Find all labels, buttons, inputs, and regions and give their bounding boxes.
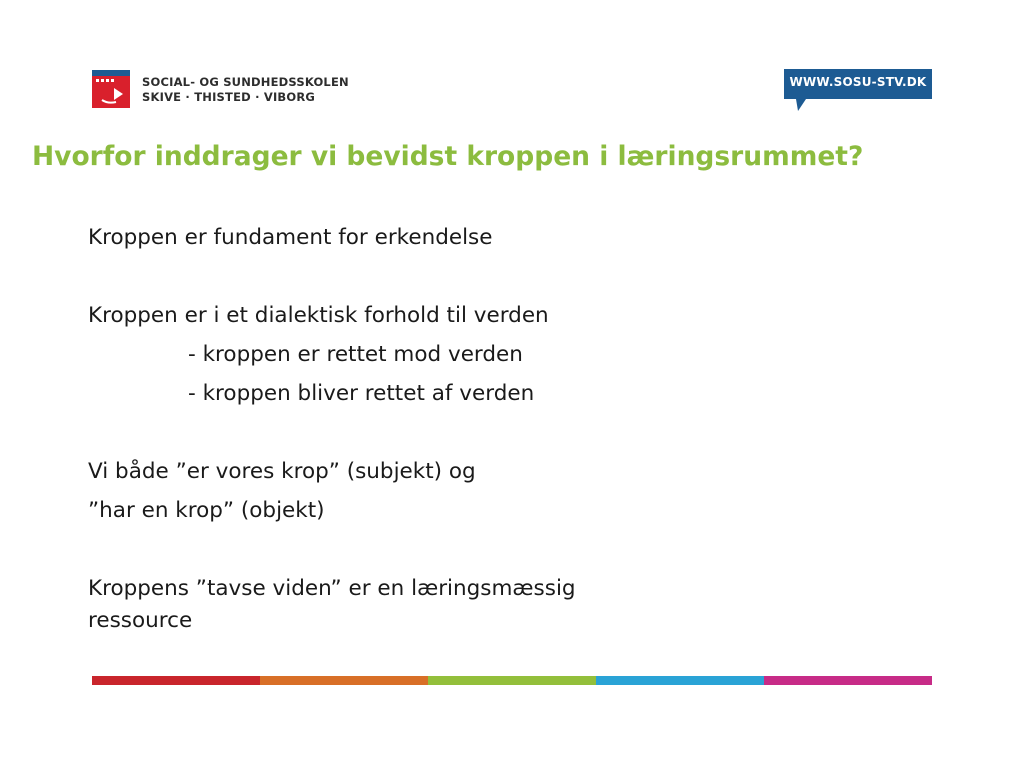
slide-title: Hvorfor inddrager vi bevidst kroppen i læringsrummet? (32, 141, 864, 172)
school-locations: SKIVE · THISTED · VIBORG (142, 90, 316, 104)
color-bar-segment (92, 676, 260, 685)
color-bar-segment (428, 676, 596, 685)
slide-body (88, 222, 788, 637)
school-logo-text (142, 75, 349, 105)
point-er-vores-krop: Vi både ”er vores krop” (subjekt) og (88, 459, 476, 484)
color-bar-segment (764, 676, 932, 685)
school-logo-mark (90, 68, 132, 110)
website-url[interactable]: WWW.SOSU-STV.DK (789, 75, 927, 89)
footer-color-bar (92, 676, 932, 685)
color-bar-segment (596, 676, 764, 685)
sub-point-rettet-mod: - kroppen er rettet mod verden (188, 342, 523, 367)
point-dialektisk: Kroppen er i et dialektisk forhold til verden (88, 303, 549, 328)
sub-point-rettet-af: - kroppen bliver rettet af verden (188, 381, 535, 406)
color-bar-segment (260, 676, 428, 685)
school-name: SOCIAL- OG SUNDHEDSSKOLEN (142, 75, 349, 89)
school-logo (90, 68, 349, 112)
website-badge[interactable] (784, 69, 932, 113)
point-har-en-krop: ”har en krop” (objekt) (88, 498, 325, 523)
point-fundament: Kroppen er fundament for erkendelse (88, 225, 493, 250)
point-ressource: ressource (88, 608, 193, 633)
point-tavse-viden: Kroppens ”tavse viden” er en læringsmæssig (88, 576, 576, 601)
